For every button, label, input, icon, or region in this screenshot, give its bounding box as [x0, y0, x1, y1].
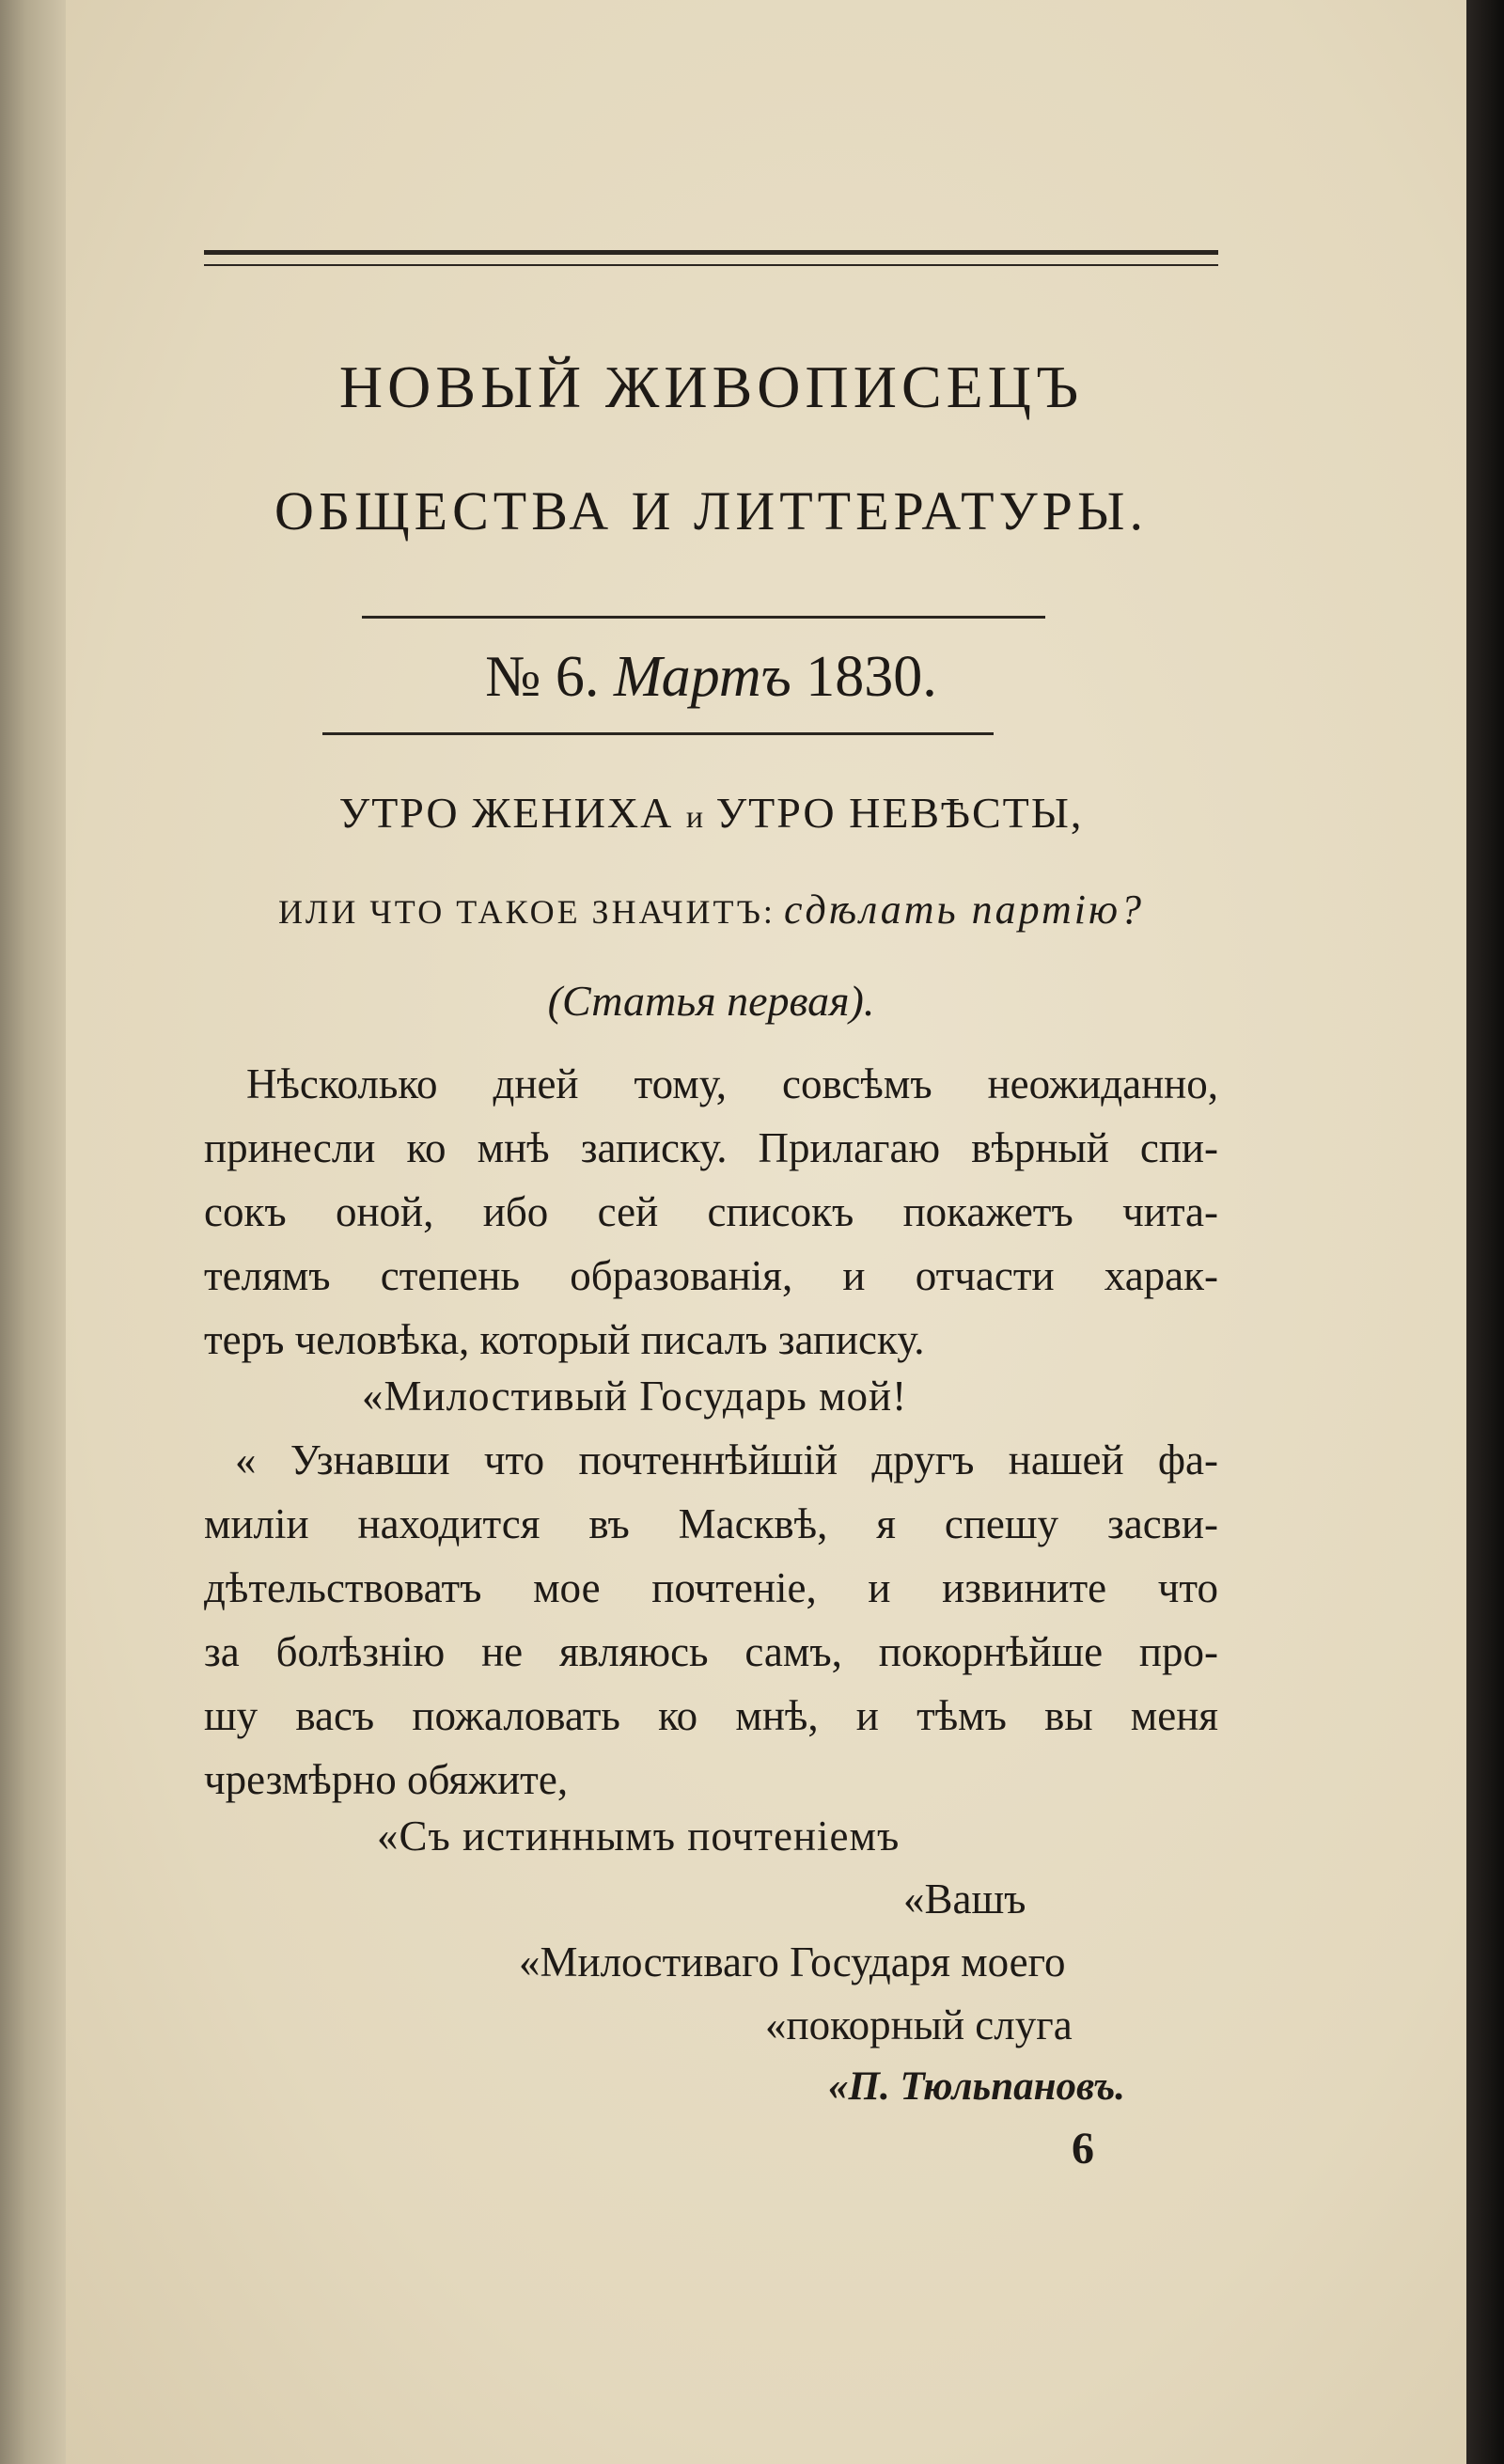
paragraph-line: сокъ оной, ибо сей списокъ покажетъ чита- — [204, 1188, 1218, 1235]
article-subtitle — [204, 886, 1218, 934]
journal-title: НОВЫЙ ЖИВОПИСЕЦЪ — [338, 353, 1084, 420]
issue-number: № 6. — [485, 645, 600, 709]
paragraph-line: теръ человѣка, который писалъ записку. — [204, 1316, 925, 1363]
issue-rule-top — [362, 616, 1045, 619]
closing-line: «Милостиваго Государя моего — [519, 1938, 1066, 1985]
journal-subtitle: ОБЩЕСТВА И ЛИТТЕРАТУРЫ. — [274, 480, 1148, 541]
letter-line: чрезмѣрно обяжите, — [204, 1756, 569, 1803]
article-title-b: УТРО НЕВѢСТЫ, — [715, 789, 1084, 837]
letter-signature: «П. Тюльпановъ. — [828, 2064, 1126, 2109]
book-gutter — [0, 0, 66, 2464]
article-title-and: и — [685, 800, 704, 835]
article-title-a: УТРО ЖЕНИХА — [338, 789, 674, 837]
letter-line: дѣтельствоватъ мое почтеніе, и извините что — [204, 1564, 1218, 1611]
signature-mark: 6 — [1072, 2124, 1094, 2174]
closing-line: «Съ истиннымъ почтеніемъ — [377, 1813, 901, 1860]
paragraph-line: принесли ко мнѣ записку. Прилагаю вѣрный спи- — [204, 1124, 1218, 1171]
letter-salutation: «Милостивый Государь мой! — [362, 1373, 908, 1420]
paragraph-line: Нѣсколько дней тому, совсѣмъ неожиданно, — [246, 1060, 1218, 1107]
issue-month: Мартъ — [613, 645, 791, 709]
subtitle-italic: сдѣлать партію? — [783, 887, 1145, 933]
closing-line: «Вашъ — [903, 1875, 1026, 1923]
issue-year: 1830. — [806, 645, 937, 709]
subtitle-plain: ИЛИ ЧТО ТАКОЕ ЗНАЧИТЪ: — [277, 893, 776, 931]
letter-line: за болѣзнію не являюсь самъ, покорнѣйше про- — [204, 1628, 1218, 1675]
closing-line: «покорный слуга — [765, 2001, 1073, 2048]
issue-rule-bottom — [322, 732, 994, 735]
letter-line: « Узнавши что почтеннѣйшій другъ нашей фа- — [235, 1436, 1218, 1483]
issue-info — [204, 644, 1218, 711]
top-rule-thin — [204, 264, 1218, 266]
letter-line: шу васъ пожаловать ко мнѣ, и тѣмъ вы меня — [204, 1692, 1218, 1739]
letter-line: миліи находится въ Масквѣ, я спешу засви- — [204, 1500, 1218, 1547]
article-part: (Статья первая). — [547, 977, 875, 1025]
top-rule-thick — [204, 250, 1218, 255]
page-edge — [1466, 0, 1504, 2464]
article-title — [204, 788, 1218, 838]
paragraph-line: телямъ степень образованія, и отчасти харак- — [204, 1252, 1218, 1299]
